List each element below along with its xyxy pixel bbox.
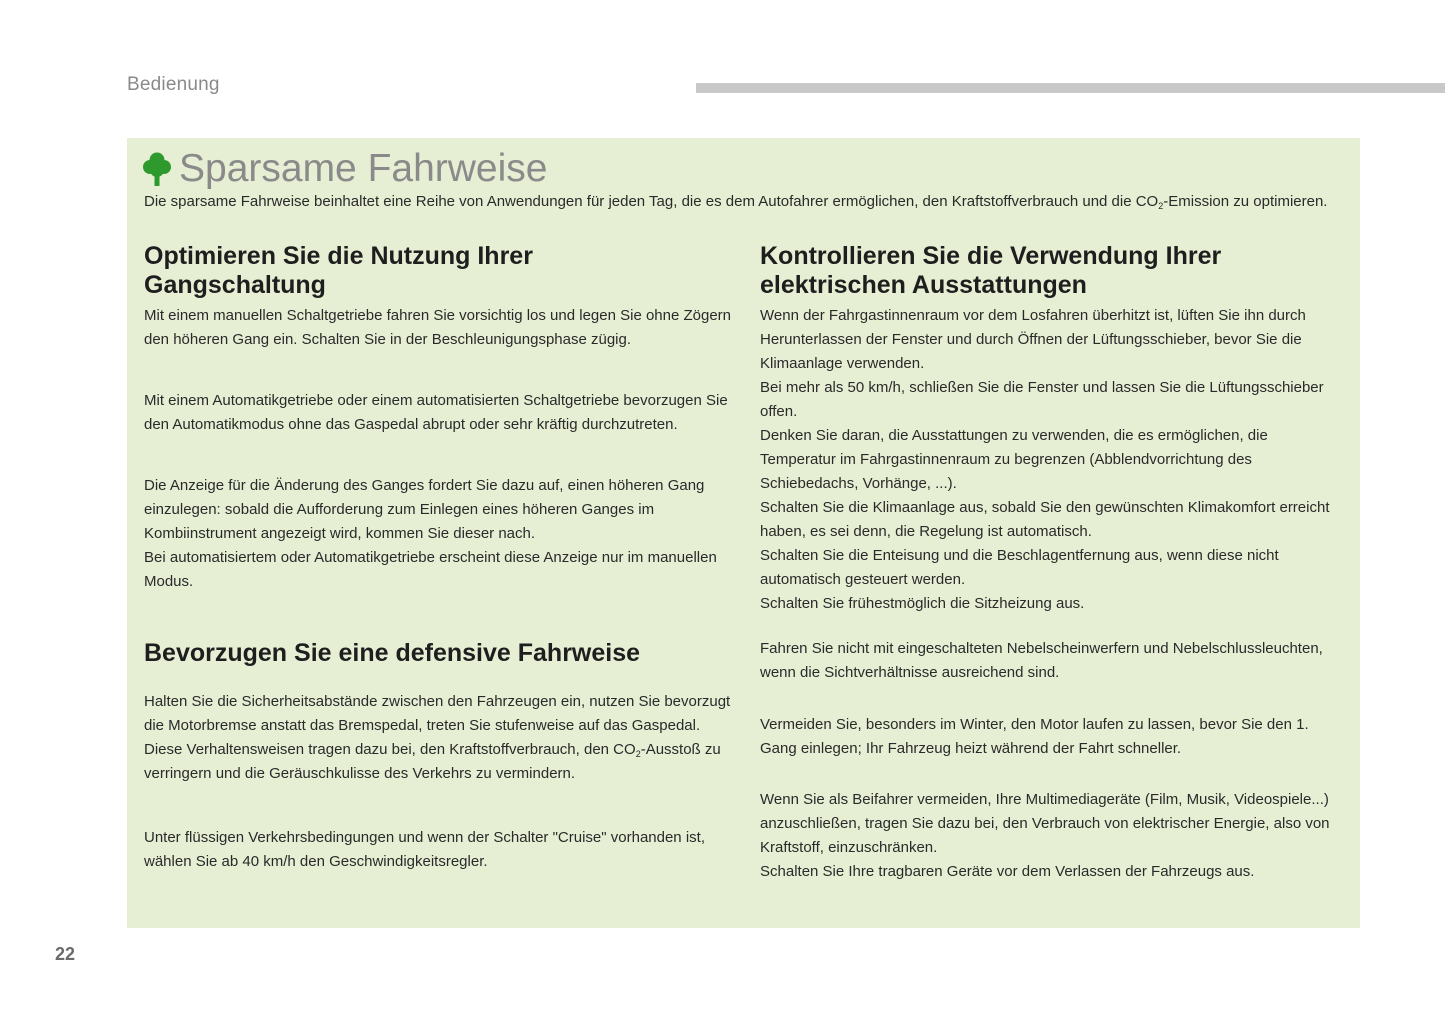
header-rule bbox=[696, 83, 1445, 93]
paragraph-cruise-control: Unter flüssigen Verkehrsbedingungen und wenn der Schalter "Cruise" vorhanden ist, wählen Sie ab 40 km/h den Geschwindigkeitsregler. bbox=[144, 829, 705, 870]
section-label: Bedienung bbox=[127, 74, 220, 95]
intro-text: Die sparsame Fahrweise beinhaltet eine Reihe von Anwendungen für jeden Tag, die es dem Autofahrer ermöglichen, den Kraftstoffverbrauch und die $CO_2$-Emission zu optimieren. bbox=[144, 193, 1328, 211]
gear-indicator-note: Bei automatisiertem oder Automatikgetriebe erscheint diese Anzeige nur im manuellen Modus. bbox=[144, 549, 717, 590]
heading-gear-usage: Optimieren Sie die Nutzung Ihrer Gangschaltung bbox=[144, 242, 533, 299]
heading-electrical-equipment: Kontrollieren Sie die Verwendung Ihrer elektrischen Ausstattungen bbox=[760, 242, 1222, 299]
paragraph-automatic-gearbox: Mit einem Automatikgetriebe oder einem automatisierten Schaltgetriebe bevorzugen Sie den Automatikmodus ohne das Gaspedal abrupt oder sehr kräftig durchzutreten. bbox=[144, 392, 728, 433]
paragraph-climate-off: Schalten Sie die Klimaanlage aus, sobald Sie den gewünschten Klimakomfort erreicht haben, es sei denn, die Regelung ist automatisch. bbox=[760, 499, 1330, 540]
paragraph-group-multimedia bbox=[760, 788, 1345, 884]
page-number: 22 bbox=[55, 944, 76, 964]
paragraph-safety-distance: Halten Sie die Sicherheitsabstände zwischen den Fahrzeugen ein, nutzen Sie bevorzugt die Motorbremse anstatt das Bremspedal, treten Sie stufenweise auf das Gaspedal. Diese Verhaltensweisen tragen dazu bei, den Kraftstoffverbrauch, den $CO_2$-Ausstoß zu verringern und die Geräuschkulisse des Verkehrs zu vermindern. bbox=[144, 693, 731, 782]
gear-indicator-text: Die Anzeige für die Änderung des Ganges fordert Sie dazu auf, einen höheren Gang einzulegen: sobald die Aufforderung zum Einlegen eines höheren Ganges im Kombiinstrument angezeigt wird, kommen Sie dieser nach. bbox=[144, 477, 705, 542]
paragraph-multimedia: Wenn Sie als Beifahrer vermeiden, Ihre Multimediageräte (Film, Musik, Videospiele...) anzuschließen, tragen Sie dazu bei, den Verbrauch von elektrischer Energie, also von Kraftstoff, einzuschränken. bbox=[760, 791, 1330, 856]
paragraph-ventilate: Wenn der Fahrgastinnenraum vor dem Losfahren überhitzt ist, lüften Sie ihn durch Herunterlassen der Fenster und durch Öffnen der Lüftungsschieber, bevor Sie die Klimaanlage verwenden. bbox=[760, 307, 1306, 372]
heading-defensive-driving: Bevorzugen Sie eine defensive Fahrweise bbox=[144, 639, 641, 667]
box-title: Sparsame Fahrweise bbox=[179, 147, 548, 190]
paragraph-fog-lights: Fahren Sie nicht mit eingeschalteten Nebelscheinwerfern und Nebelschlussleuchten, wenn die Sichtverhältnisse ausreichend sind. bbox=[760, 640, 1323, 681]
paragraph-close-windows: Bei mehr als 50 km/h, schließen Sie die Fenster und lassen Sie die Lüftungsschieber offen. bbox=[760, 379, 1324, 420]
paragraph-engine-idle: Vermeiden Sie, besonders im Winter, den Motor laufen zu lassen, bevor Sie den 1. Gang einlegen; Ihr Fahrzeug heizt während der Fahrt schneller. bbox=[760, 716, 1309, 757]
paragraph-sun-shading: Denken Sie daran, die Ausstattungen zu verwenden, die es ermöglichen, die Temperatur im Fahrgastinnenraum zu begrenzen (Abblendvorrichtung des Schiebedachs, Vorhänge, ...). bbox=[760, 427, 1268, 492]
paragraph-gear-indicator bbox=[144, 474, 734, 594]
paragraph-seat-heating: Schalten Sie frühestmöglich die Sitzheizung aus. bbox=[760, 595, 1085, 612]
paragraph-defrost-off: Schalten Sie die Enteisung und die Beschlagentfernung aus, wenn diese nicht automatisch gesteuert werden. bbox=[760, 547, 1279, 588]
tree-icon bbox=[143, 151, 171, 187]
paragraph-portable-devices: Schalten Sie Ihre tragbaren Geräte vor dem Verlassen der Fahrzeugs aus. bbox=[760, 863, 1255, 880]
paragraph-manual-gearbox: Mit einem manuellen Schaltgetriebe fahren Sie vorsichtig los und legen Sie ohne Zögern den höheren Gang ein. Schalten Sie in der Beschleunigungsphase zügig. bbox=[144, 307, 732, 348]
box-title-row bbox=[143, 146, 547, 192]
paragraph-group-climate bbox=[760, 304, 1345, 616]
